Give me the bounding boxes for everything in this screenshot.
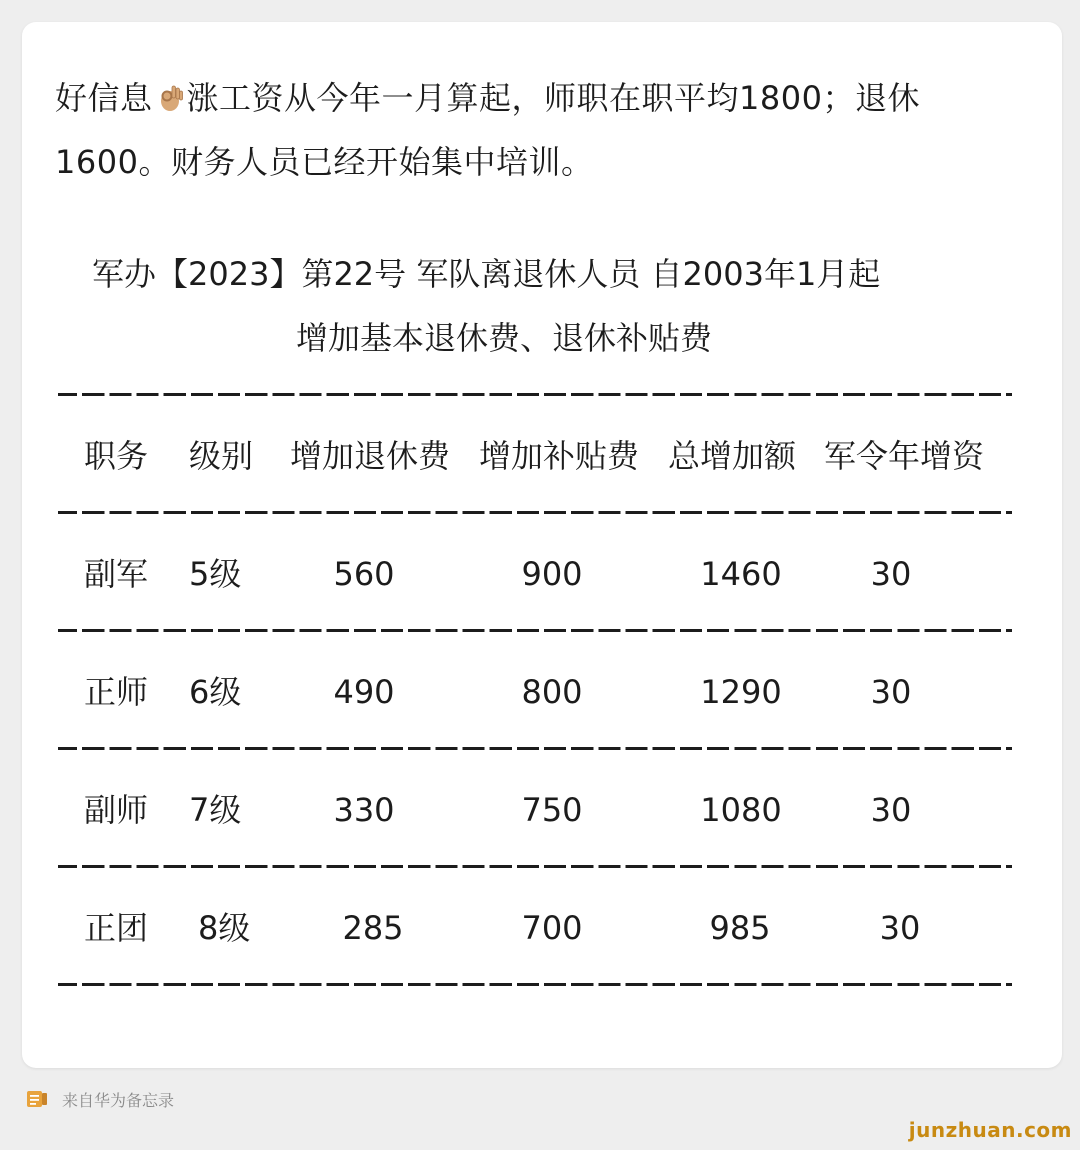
header-total-increase: 总增加额 (667, 437, 797, 475)
site-watermark: junzhuan.com (908, 1118, 1072, 1142)
cell-position: 正团 (84, 909, 149, 947)
cell-annual-raise: 30 (870, 673, 912, 711)
source-footer (26, 1087, 174, 1111)
header-position: 职务 (84, 437, 149, 475)
cell-retirement-increase: 490 (333, 673, 395, 711)
intro-text-start: 好信息 (55, 79, 153, 117)
cell-subsidy-increase: 750 (521, 791, 583, 829)
cell-position: 正师 (84, 673, 149, 711)
source-label[interactable]: 来自华为备忘录 (62, 1090, 175, 1110)
cell-retirement-increase: 560 (333, 555, 395, 593)
header-subsidy-increase: 增加补贴费 (478, 437, 640, 475)
table-divider (58, 865, 1012, 868)
ok-hand-icon (155, 83, 185, 113)
cell-total-increase: 985 (709, 909, 771, 947)
header-annual-raise: 军令年增资 (823, 437, 985, 475)
header-retirement-increase: 增加退休费 (289, 437, 451, 475)
table-divider (58, 747, 1012, 750)
cell-grade: 8级 (198, 909, 251, 947)
cell-grade: 6级 (189, 673, 242, 711)
table-divider (58, 983, 1012, 986)
document-title: 军办【2023】第22号 军队离退休人员 自2003年1月起 (92, 255, 881, 293)
cell-total-increase: 1080 (700, 791, 782, 829)
document-subtitle: 增加基本退休费、退休补贴费 (296, 319, 713, 357)
intro-paragraph (55, 66, 1015, 194)
cell-retirement-increase: 285 (342, 909, 404, 947)
cell-position: 副军 (84, 555, 149, 593)
cell-annual-raise: 30 (870, 791, 912, 829)
cell-total-increase: 1460 (700, 555, 782, 593)
cell-subsidy-increase: 800 (521, 673, 583, 711)
cell-subsidy-increase: 700 (521, 909, 583, 947)
table-divider (58, 393, 1012, 396)
cell-subsidy-increase: 900 (521, 555, 583, 593)
cell-annual-raise: 30 (879, 909, 921, 947)
intro-text-rest: 涨工资从今年一月算起，师职在职平均1800；退休1600。财务人员已经开始集中培训。 (55, 79, 920, 181)
memo-app-icon (26, 1089, 48, 1109)
cell-annual-raise: 30 (870, 555, 912, 593)
cell-total-increase: 1290 (700, 673, 782, 711)
cell-position: 副师 (84, 791, 149, 829)
table-divider (58, 511, 1012, 514)
cell-grade: 5级 (189, 555, 242, 593)
cell-grade: 7级 (189, 791, 242, 829)
table-divider (58, 629, 1012, 632)
header-grade: 级别 (189, 437, 254, 475)
cell-retirement-increase: 330 (333, 791, 395, 829)
